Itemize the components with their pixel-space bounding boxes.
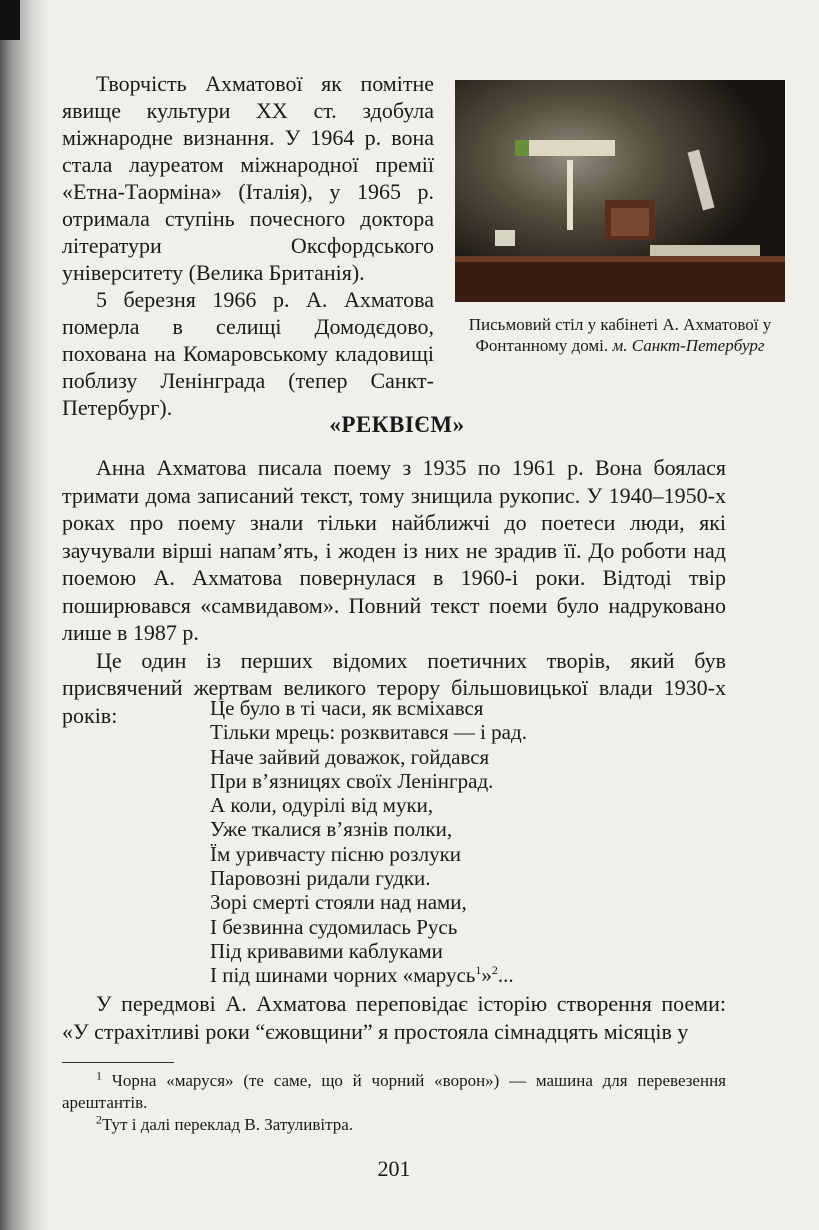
poem-line: Це було в ті часи, як всміхався (210, 696, 484, 720)
footnote-text: Тут і далі переклад В. Затуливітра. (102, 1115, 354, 1134)
footnotes (62, 1070, 726, 1136)
footnote-mark: 1 (96, 1068, 102, 1083)
poem-line: Наче зайвий доважок, гойдався (210, 744, 490, 769)
poem-ellipsis: ... (497, 963, 514, 988)
book-spine-shadow (0, 0, 48, 1230)
closing-text (62, 990, 726, 1045)
footnote-divider (62, 1062, 174, 1063)
poem-line: Паровозні ридали гудки. (210, 866, 431, 891)
footnote-text: Чорна «маруся» (те саме, що й чорний «ворон») — машина для перевезення арештантів. (62, 1071, 726, 1112)
poem-line-text: І під шинами чорних «марусь (210, 963, 476, 988)
section-paragraph: Це один із перших відомих поетичних творів, який був присвячений жертвам великого терору більшовицької влади 1930-х років: (62, 647, 726, 728)
poem-line: Їм уривчасту пісню розлуки (210, 841, 462, 866)
poem-excerpt (210, 696, 527, 988)
poem-line-last (210, 963, 527, 987)
section-paragraph: Анна Ахматова писала поему з 1935 по 1961 р. Вона боялася тримати дома записаний текст, тому знищила рукопис. У 1940–1950-х роках про поему знали тільки найближчі до поетеси люди, які заучували вірші напам’ять, і жоден із них не зрадив її. До роботи над поемою А. Ахматова повернулася в 1960-і роки. Відтоді твір поширювався «самвидавом». Повний текст поеми було надруковано лише в 1987 р. (62, 455, 726, 645)
caption-text: Письмовий стіл у кабінеті А. Ахматової у Фонтанному домі. (468, 315, 772, 355)
poem-line: При в’язницях своїх Ленінград. (210, 768, 494, 793)
desk-photo-image (455, 80, 785, 302)
poem-line: Уже ткалися в’язнів полки, (210, 817, 453, 842)
closing-paragraph: У передмові А. Ахматова переповідає історію створення поеми: «У страхітливі роки “єжовщини” я простояла сімнадцять місяців у (62, 991, 726, 1044)
section-body (62, 454, 726, 729)
intro-text (62, 70, 434, 421)
poem-line: А коли, одурілі від муки, (210, 793, 434, 818)
poem-quote-close: » (481, 963, 492, 988)
footnote-ref: 2 (491, 963, 498, 978)
book-spine-corner (0, 0, 20, 40)
footnote-ref: 1 (475, 963, 482, 978)
photo-caption (455, 314, 785, 356)
poem-line: Зорі смерті стояли над нами, (210, 890, 467, 915)
poem-line: Тільки мрець: розквитався — і рад. (210, 720, 527, 745)
footnote (62, 1070, 726, 1114)
poem-line: Під кривавими каблуками (210, 938, 443, 963)
footnote (62, 1114, 726, 1136)
desk-photo (455, 80, 785, 302)
intro-paragraph: Творчість Ахматової як помітне явище культури XX ст. здобула міжнародне визнання. У 1964 р. вона стала лауреатом міжнародної премії «Етна-Таорміна» (Італія), у 1965 р. отримала ступінь почесного доктора літератури Оксфордського університету (Велика Британія). (62, 71, 434, 285)
page-number: 201 (377, 1156, 411, 1181)
footnote-mark: 2 (96, 1112, 102, 1127)
caption-place: м. Санкт-Петербург (612, 336, 765, 355)
poem-line: І безвинна судомилась Русь (210, 914, 458, 939)
section-title: «РЕКВІЄМ» (329, 412, 465, 437)
intro-paragraph: 5 березня 1966 р. А. Ахматова померла в селищі Домодєдово, похована на Комаровському кладовищі поблизу Ленінграда (тепер Санкт-Петербург). (62, 287, 434, 420)
